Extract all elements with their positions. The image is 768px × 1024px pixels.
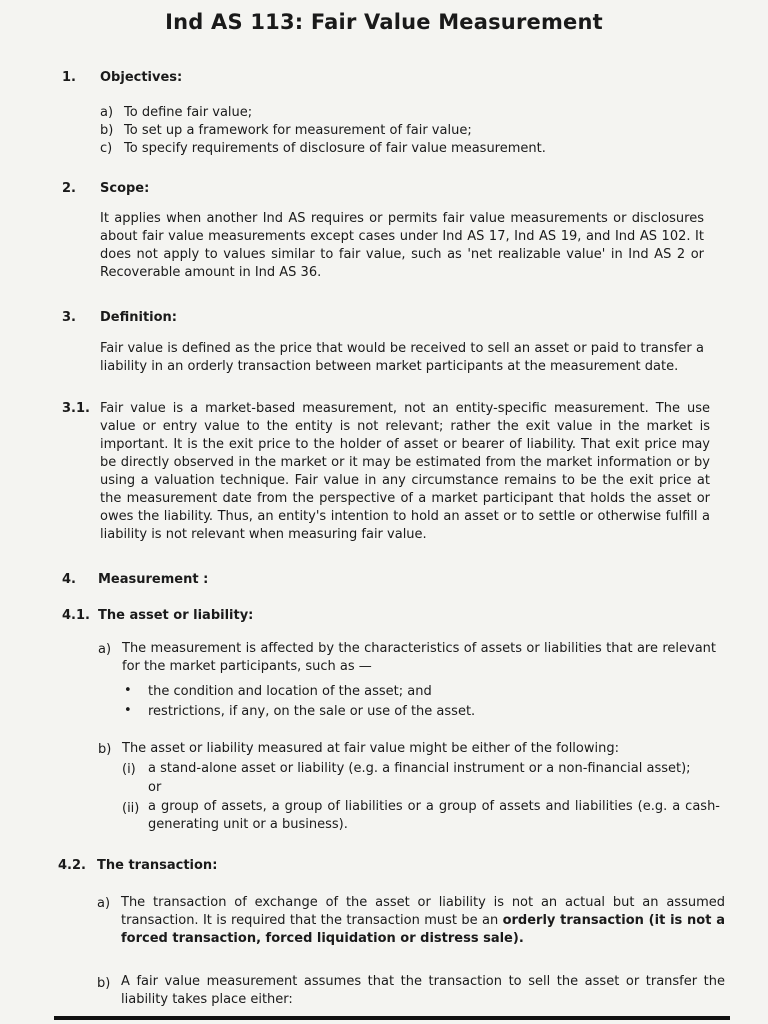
list-text: To define fair value; [124, 105, 253, 120]
section-number: 4.2. [58, 858, 86, 873]
list-label: b) [97, 976, 111, 991]
list-item [100, 122, 472, 140]
group-of-assets-text: a group of assets, a group of liabilities or a group of assets and liabilities (e.g. a cash-generating unit or a business). [148, 799, 720, 832]
assumed-transaction-plain: The transaction of exchange of the asset or liability is not an actual but an assumed transaction. It is required that the transaction must be an [121, 895, 725, 928]
section-number: 4.1. [62, 608, 90, 623]
list-item [100, 104, 252, 122]
list-label: a) [98, 642, 112, 657]
scope-paragraph: It applies when another Ind AS requires or permits fair value measurements or disclosures about fair value measurements except cases under Ind AS 17, Ind AS 19, and Ind AS 102. It does not apply to values similar to fair value, such as 'net realizable value' in Ind AS 2 or Recoverable amount in Ind AS 36. [100, 211, 704, 280]
bullet-text: the condition and location of the asset; and [148, 684, 432, 699]
transaction-location-text: A fair value measurement assumes that the transaction to sell the asset or transfer the liability takes place either: [121, 974, 725, 1007]
section-number: 1. [62, 70, 76, 85]
section-number: 3.1. [62, 401, 90, 416]
section-number: 4. [62, 572, 76, 587]
standalone-asset-text: a stand-alone asset or liability (e.g. a financial instrument or a non-financial asset); [148, 761, 691, 776]
page-bottom-rule [54, 1016, 730, 1020]
section-number: 3. [62, 310, 76, 325]
market-based-paragraph: Fair value is a market-based measurement, not an entity-specific measurement. The use value or entry value to the entity is not relevant; rather the exit value in the market is important. It is the exit price to the holder of asset or bearer of liability. That exit price may be directly observed in the market or it may be estimated from the market information or by using a valuation technique. Fair value in any circumstance remains to be the exit price at the measurement date from the perspective of a market participant that holds the asset or owes the liability. Thus, an entity's intention to hold an asset or to settle or otherwise fulfill a liability is not relevant when measuring fair value. [100, 401, 710, 542]
or-text: or [148, 780, 162, 795]
bullet-icon: • [124, 683, 132, 698]
section-heading-definition: Definition: [100, 310, 178, 325]
list-text: To set up a framework for measurement of fair value; [124, 123, 472, 138]
list-item [100, 140, 546, 158]
section-heading-asset-or-liability: The asset or liability: [98, 608, 254, 623]
section-heading-measurement: Measurement : [98, 572, 209, 587]
list-label: a) [100, 105, 114, 120]
sublist-label: (i) [122, 762, 136, 777]
list-label: b) [98, 742, 112, 757]
list-text: To specify requirements of disclosure of fair value measurement. [124, 141, 546, 156]
section-heading-scope: Scope: [100, 181, 150, 196]
list-label: b) [100, 123, 114, 138]
assumed-transaction-text [121, 894, 725, 948]
section-heading-transaction: The transaction: [97, 858, 218, 873]
bullet-text: restrictions, if any, on the sale or use of the asset. [148, 704, 476, 719]
section-heading-objectives: Objectives: [100, 70, 183, 85]
asset-measured-text: The asset or liability measured at fair value might be either of the following: [122, 741, 619, 756]
page-title: Ind AS 113: Fair Value Measurement [165, 10, 603, 34]
orderly-transaction-bold: orderly transaction (it is not a forced transaction, forced liquidation or distress sale). [121, 913, 725, 946]
definition-paragraph: Fair value is defined as the price that would be received to sell an asset or paid to transfer a liability in an orderly transaction between market participants at the measurement date. [100, 341, 704, 374]
bullet-icon: • [124, 703, 132, 718]
list-label: a) [97, 896, 111, 911]
section-number: 2. [62, 181, 76, 196]
list-label: c) [100, 141, 113, 156]
sublist-label: (ii) [122, 801, 140, 816]
asset-characteristics-text: The measurement is affected by the characteristics of assets or liabilities that are relevant for the market participants, such as — [122, 641, 716, 674]
